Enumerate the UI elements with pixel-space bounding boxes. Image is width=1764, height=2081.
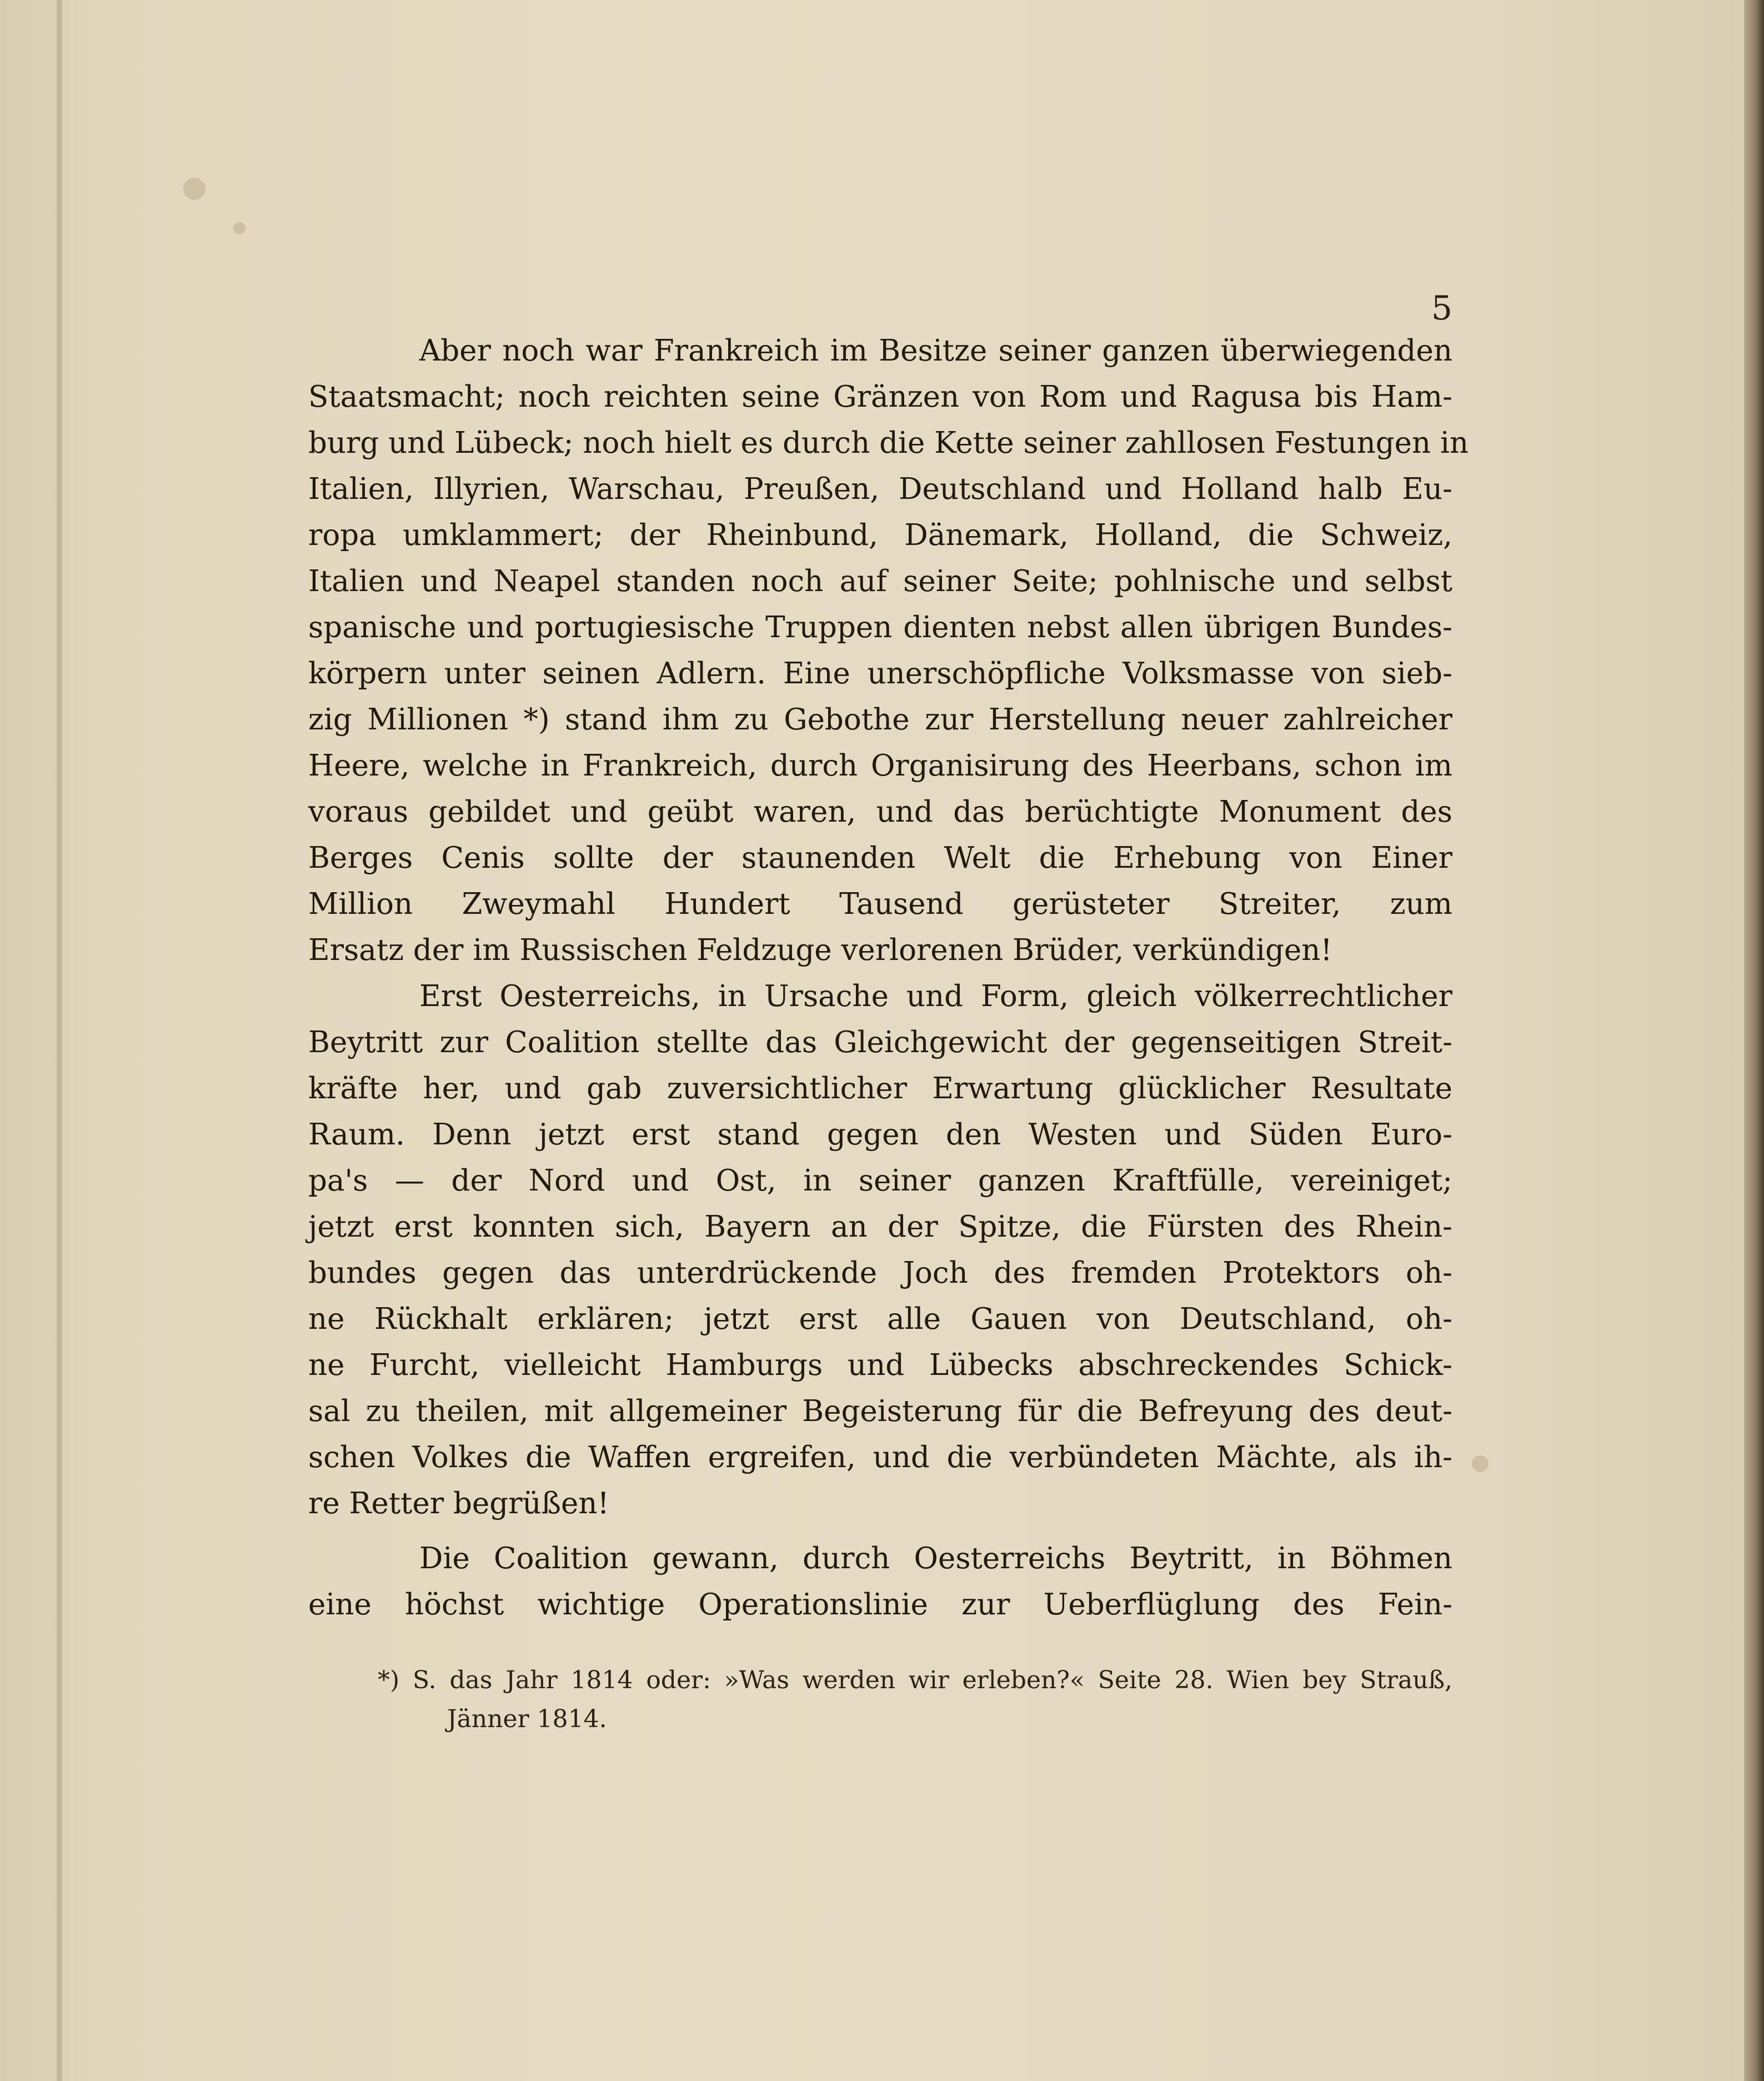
text-line: Aber noch war Frankreich im Besitze seiner ganzen überwiegenden	[419, 334, 1452, 368]
text-line: schen Volkes die Waffen ergreifen, und die verbündeten Mächte, als ih-	[308, 1440, 1452, 1474]
text-line: pa's — der Nord und Ost, in seiner ganzen Kraftfülle, vereiniget;	[308, 1164, 1452, 1198]
paper-stain	[1472, 1455, 1489, 1472]
paragraph-1	[308, 328, 1469, 973]
text-line: Die Coalition gewann, durch Oesterreichs Beytritt, in Böhmen	[419, 1542, 1452, 1575]
text-line: Staatsmacht; noch reichten seine Gränzen von Rom und Ragusa bis Ham-	[308, 380, 1452, 414]
page-edge	[1744, 0, 1764, 2081]
text-line: Italien und Neapel standen noch auf seiner Seite; pohlnische und selbst	[308, 564, 1452, 598]
text-line: Erst Oesterreichs, in Ursache und Form, gleich völkerrechtlicher	[419, 979, 1452, 1013]
footnote-line: Jänner 1814.	[447, 1705, 607, 1733]
text-line: ne Furcht, vielleicht Hamburgs und Lübecks abschreckendes Schick-	[308, 1348, 1452, 1382]
page-number: 5	[1431, 289, 1452, 328]
text-line: zig Millionen *) stand ihm zu Gebothe zur Herstellung neuer zahlreicher	[308, 703, 1452, 737]
text-line: burg und Lübeck; noch hielt es durch die Kette seiner zahllosen Festungen in	[308, 426, 1469, 460]
text-line: körpern unter seinen Adlern. Eine unerschöpfliche Volksmasse von sieb-	[308, 657, 1452, 691]
text-line: Beytritt zur Coalition stellte das Gleichgewicht der gegenseitigen Streit-	[308, 1026, 1452, 1059]
text-line: sal zu theilen, mit allgemeiner Begeisterung für die Befreyung des deut-	[308, 1394, 1452, 1428]
text-line: voraus gebildet und geübt waren, und das berüchtigte Monument des	[308, 795, 1452, 829]
spine-fold	[56, 0, 63, 2081]
text-line: Raum. Denn jetzt erst stand gegen den Westen und Süden Euro-	[308, 1118, 1452, 1152]
text-line: kräfte her, und gab zuversichtlicher Erwartung glücklicher Resultate	[308, 1072, 1452, 1105]
footnote	[378, 1661, 1452, 1739]
text-line: Ersatz der im Russischen Feldzuge verlorenen Brüder, verkündigen!	[308, 933, 1332, 967]
text-line: ne Rückhalt erklären; jetzt erst alle Gauen von Deutschland, oh-	[308, 1302, 1452, 1336]
text-line: spanische und portugiesische Truppen dienten nebst allen übrigen Bundes-	[308, 611, 1452, 644]
text-line: eine höchst wichtige Operationslinie zur Ueberflüglung des Fein-	[308, 1588, 1452, 1622]
paragraph-2	[308, 973, 1452, 1527]
text-line: jetzt erst konnten sich, Bayern an der Spitze, die Fürsten des Rhein-	[308, 1210, 1452, 1244]
text-line: Million Zweymahl Hundert Tausend gerüsteter Streiter, zum	[308, 887, 1452, 921]
text-line: Berges Cenis sollte der staunenden Welt die Erhebung von Einer	[308, 841, 1452, 875]
paragraph-3	[308, 1535, 1452, 1628]
text-line: Heere, welche in Frankreich, durch Organisirung des Heerbans, schon im	[308, 749, 1452, 783]
text-line: bundes gegen das unterdrückende Joch des fremden Protektors oh-	[308, 1256, 1452, 1290]
paper-stain	[233, 222, 245, 234]
text-line: re Retter begrüßen!	[308, 1487, 609, 1520]
text-line: Italien, Illyrien, Warschau, Preußen, Deutschland und Holland halb Eu-	[308, 472, 1452, 506]
text-line: ropa umklammert; der Rheinbund, Dänemark, Holland, die Schweiz,	[308, 518, 1452, 552]
footnote-line: *) S. das Jahr 1814 oder: »Was werden wir erleben?« Seite 28. Wien bey Strauß,	[378, 1666, 1452, 1694]
paper-stain	[183, 178, 206, 200]
main-text	[308, 328, 1469, 1628]
